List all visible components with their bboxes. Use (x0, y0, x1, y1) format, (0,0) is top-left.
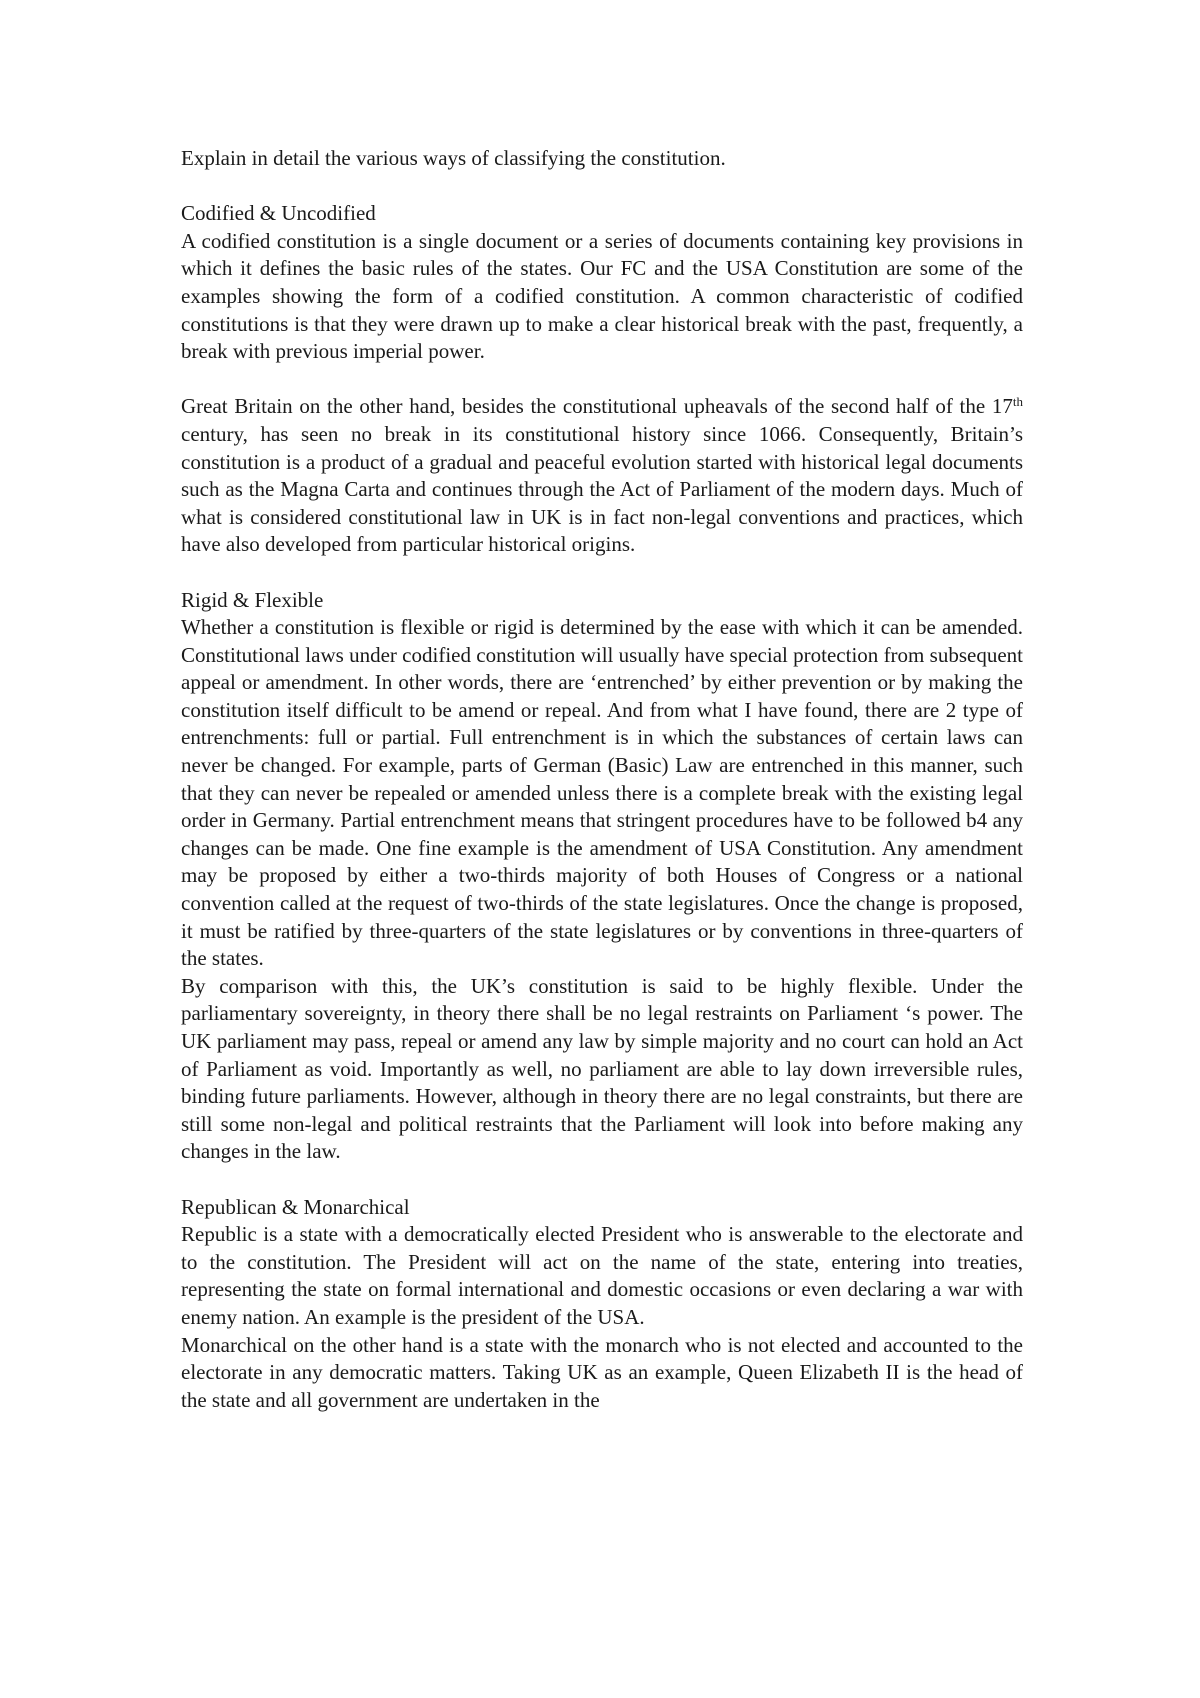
paragraph-codified-1: A codified constitution is a single document or a series of documents containing key provisions in which it defines the basic rules of the states. Our FC and the USA Constitution are some of the examples showing the form of a codified constitution. A common characteristic of codified constitutions is that they were drawn up to make a clear historical break with the past, frequently, a break with previous imperial power. (181, 228, 1023, 364)
spacer (181, 559, 1023, 587)
spacer (181, 173, 1023, 201)
question-title: Explain in detail the various ways of classifying the constitution. (181, 146, 726, 170)
paragraph-republican-1: Republic is a state with a democratically elected President who is answerable to the electorate and to the constitution. The President will act on the name of the state, entering into treaties, representing the state on formal international and domestic occasions or even declaring a war with enemy nation. An example is the president of the USA. (181, 1222, 1023, 1329)
paragraph-codified-2-end: century, has seen no break in its constitutional history since 1066. Consequently, Britain’s constitution is a product of a gradual and peaceful evolution started with historical legal documents such as the Magna Carta and continues through the Act of Parliament of the modern days. Much of what is considered constitutional law in UK is in fact non-legal conventions and practices, which have also developed from particular historical origins. (181, 421, 1023, 557)
section-heading-codified: Codified & Uncodified (181, 201, 376, 226)
spacer (181, 1166, 1023, 1194)
section-heading-rigid: Rigid & Flexible (181, 587, 324, 612)
spacer (181, 366, 1023, 394)
paragraph-republican-2: Monarchical on the other hand is a state with the monarch who is not elected and accounted to the electorate in any democratic matters. Taking UK as an example, Queen Elizabeth II is the head of the state and all government are undertaken in the (181, 1332, 1023, 1412)
superscript-th: th (1012, 394, 1023, 410)
paragraph-codified-2 (181, 393, 1023, 559)
section-heading-republican: Republican & Monarchical (181, 1194, 410, 1219)
paragraph-rigid-2: By comparison with this, the UK’s constitution is said to be highly flexible. Under the parliamentary sovereignty, in theory there shall be no legal restraints on Parliament ‘s power. The UK parliament may pass, repeal or amend any law by simple majority and no court can hold an Act of Parliament as void. Importantly as well, no parliament are able to lay down irreversible rules, binding future parliaments. However, although in theory there are no legal constraints, but there are still some non-legal and political restraints that the Parliament will look into before making any changes in the law. (181, 973, 1023, 1164)
paragraph-rigid-1: Whether a constitution is flexible or rigid is determined by the ease with which it can be amended. Constitutional laws under codified constitution will usually have special protection from subsequent appeal or amendment. In other words, there are ‘entrenched’ by either prevention or by making the constitution itself difficult to be amend or repeal. And from what I have found, there are 2 type of entrenchments: full or partial. Full entrenchment is in which the substances of certain laws can never be changed. For example, parts of German (Basic) Law are entrenched in this manner, such that they can never be repealed or amended unless there is a complete break with the existing legal order in Germany. Partial entrenchment means that stringent procedures have to be followed b4 any changes can be made. One fine example is the amendment of USA Constitution. Any amendment may be proposed by either a two-thirds majority of both Houses of Congress or a national convention called at the request of two-thirds of the state legislatures. Once the change is proposed, it must be ratified by three-quarters of the state legislatures or by conventions in three-quarters of the states. (181, 615, 1023, 971)
document-body (181, 145, 1023, 1414)
paragraph-codified-2-start: Great Britain on the other hand, besides the constitutional upheavals of the second half of the 17 (181, 394, 1013, 419)
